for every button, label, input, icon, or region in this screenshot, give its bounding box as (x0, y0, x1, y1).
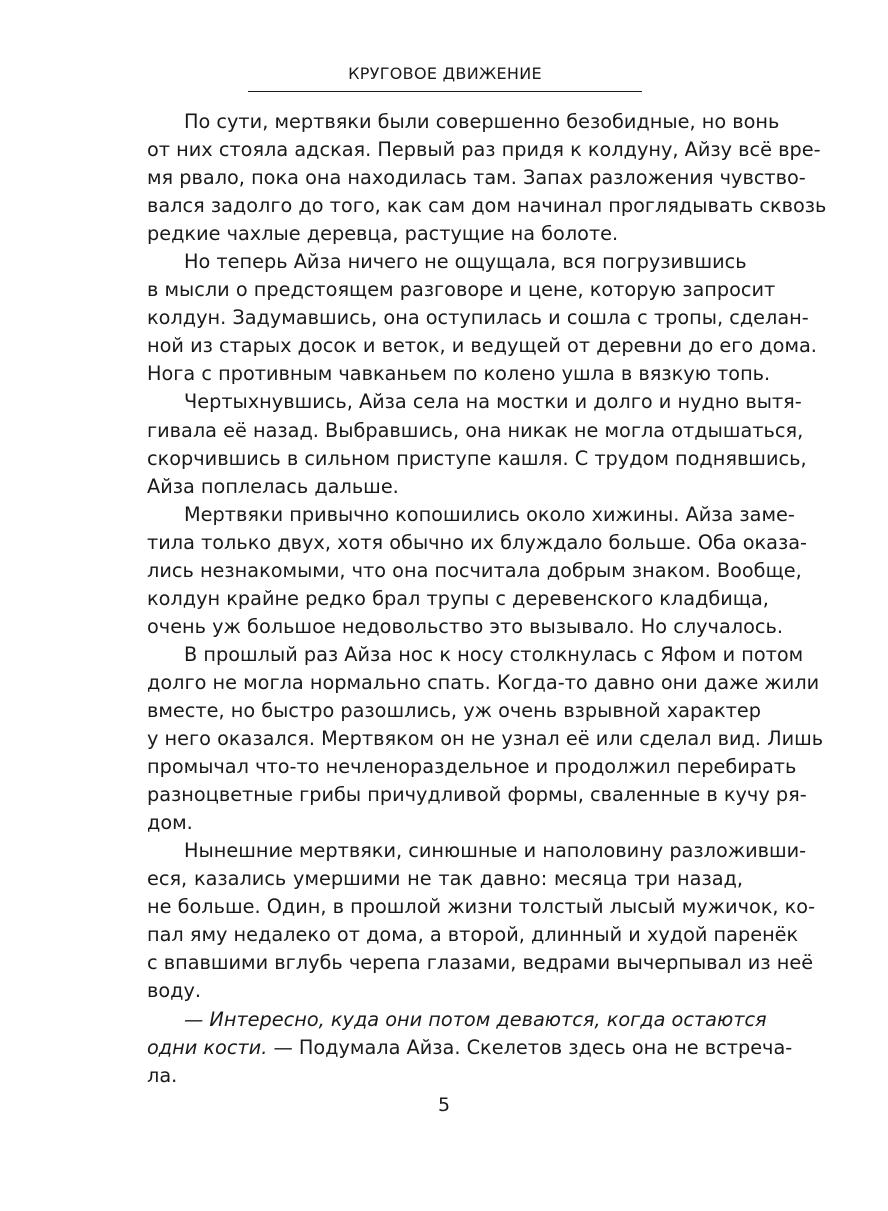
text-line: еся, казались умершими не так давно: месяца три назад, (147, 867, 743, 891)
text-line: колдун крайне редко брал трупы с деревенского кладбища, (147, 586, 769, 610)
italic-thought: одни кости. (147, 1035, 268, 1059)
text-line: скорчившись в сильном приступе кашля. С трудом поднявшись, (147, 446, 807, 470)
text-line: от них стояла адская. Первый раз придя к колдуну, Айзу всё вре- (147, 138, 821, 162)
text-line: дом. (147, 811, 193, 835)
text-line: лись незнакомыми, что она посчитала добрым знаком. Вообще, (147, 558, 802, 582)
paragraph (147, 501, 807, 641)
text-line: промычал что-то нечленораздельное и продолжил перебирать (147, 755, 797, 779)
text-line: Айза поплелась дальше. (147, 474, 399, 498)
text-line: вался задолго до того, как сам дом начинал проглядывать сквозь (147, 194, 827, 218)
header-rule (248, 91, 642, 92)
text-line: разноцветные грибы причудливой формы, сваленные в кучу ря- (147, 783, 807, 807)
paragraph (147, 388, 807, 500)
text-line: пал яму недалеко от дома, а второй, длинный и худой паренёк (147, 923, 799, 947)
paragraph (147, 248, 817, 388)
paragraph (147, 641, 824, 837)
text-line: гивала её назад. Выбравшись, она никак не могла отдышаться, (147, 418, 804, 442)
text-line: мя рвало, пока она находилась там. Запах разложения чувство- (147, 166, 806, 190)
text-line: ной из старых досок и веток, и ведущей от деревни до его дома. (147, 334, 817, 358)
text-line: По сути, мертвяки были совершенно безобидные, но вонь (184, 110, 780, 133)
text-line (147, 1006, 767, 1034)
text-line: вместе, но быстро разошлись, уж очень взрывной характер (147, 698, 762, 722)
text-line: ла. (147, 1063, 178, 1087)
text-line: колдун. Задумавшись, она оступилась и сошла с тропы, сделан- (147, 306, 809, 330)
text-line: В прошлый раз Айза нос к носу столкнулась с Яфом и потом (184, 642, 804, 666)
text-line: Мертвяки привычно копошились около хижины. Айза заме- (184, 502, 795, 526)
text-line: не больше. Один, в прошлой жизни толстый лысый мужичок, ко- (147, 895, 816, 919)
text-line: в мысли о предстоящем разговоре и цене, которую запросит (147, 278, 776, 302)
text-line: Чертыхнувшись, Айза села на мостки и долго и нудно вытя- (184, 390, 802, 414)
text-line: с впавшими вглубь черепа глазами, ведрами вычерпывал из неё (147, 951, 814, 975)
italic-thought: — Интересно, куда они потом деваются, когда остаются (184, 1007, 767, 1031)
paragraph (147, 108, 827, 248)
paragraph (147, 837, 816, 1005)
dialogue-paragraph (147, 1006, 793, 1090)
text-line: долго не могла нормально спать. Когда-то давно они даже жили (147, 670, 820, 694)
text-line: Нынешние мертвяки, синюшные и наполовину разложивши- (184, 839, 807, 863)
page-number: 5 (437, 1094, 451, 1116)
text-line (147, 1034, 793, 1062)
text-line: Но теперь Айза ничего не ощущала, вся погрузившись (184, 250, 747, 274)
text-line: Нога с противным чавканьем по колено ушла в вязкую топь. (147, 362, 771, 386)
dialogue-attribution: — Подумала Айза. Скелетов здесь она не встреча- (267, 1035, 793, 1059)
text-line: воду. (147, 979, 202, 1003)
text-line: у него оказался. Мертвяком он не узнал её или сделал вид. Лишь (147, 727, 824, 751)
running-header: КРУГОВОЕ ДВИЖЕНИЕ (348, 64, 542, 83)
text-line: очень уж большое недовольство это вызывало. Но случалось. (147, 614, 783, 638)
text-line: тила только двух, хотя обычно их блуждало больше. Оба оказа- (147, 530, 807, 554)
page-body (147, 108, 827, 1090)
text-line: редкие чахлые деревца, растущие на болоте. (147, 222, 619, 246)
